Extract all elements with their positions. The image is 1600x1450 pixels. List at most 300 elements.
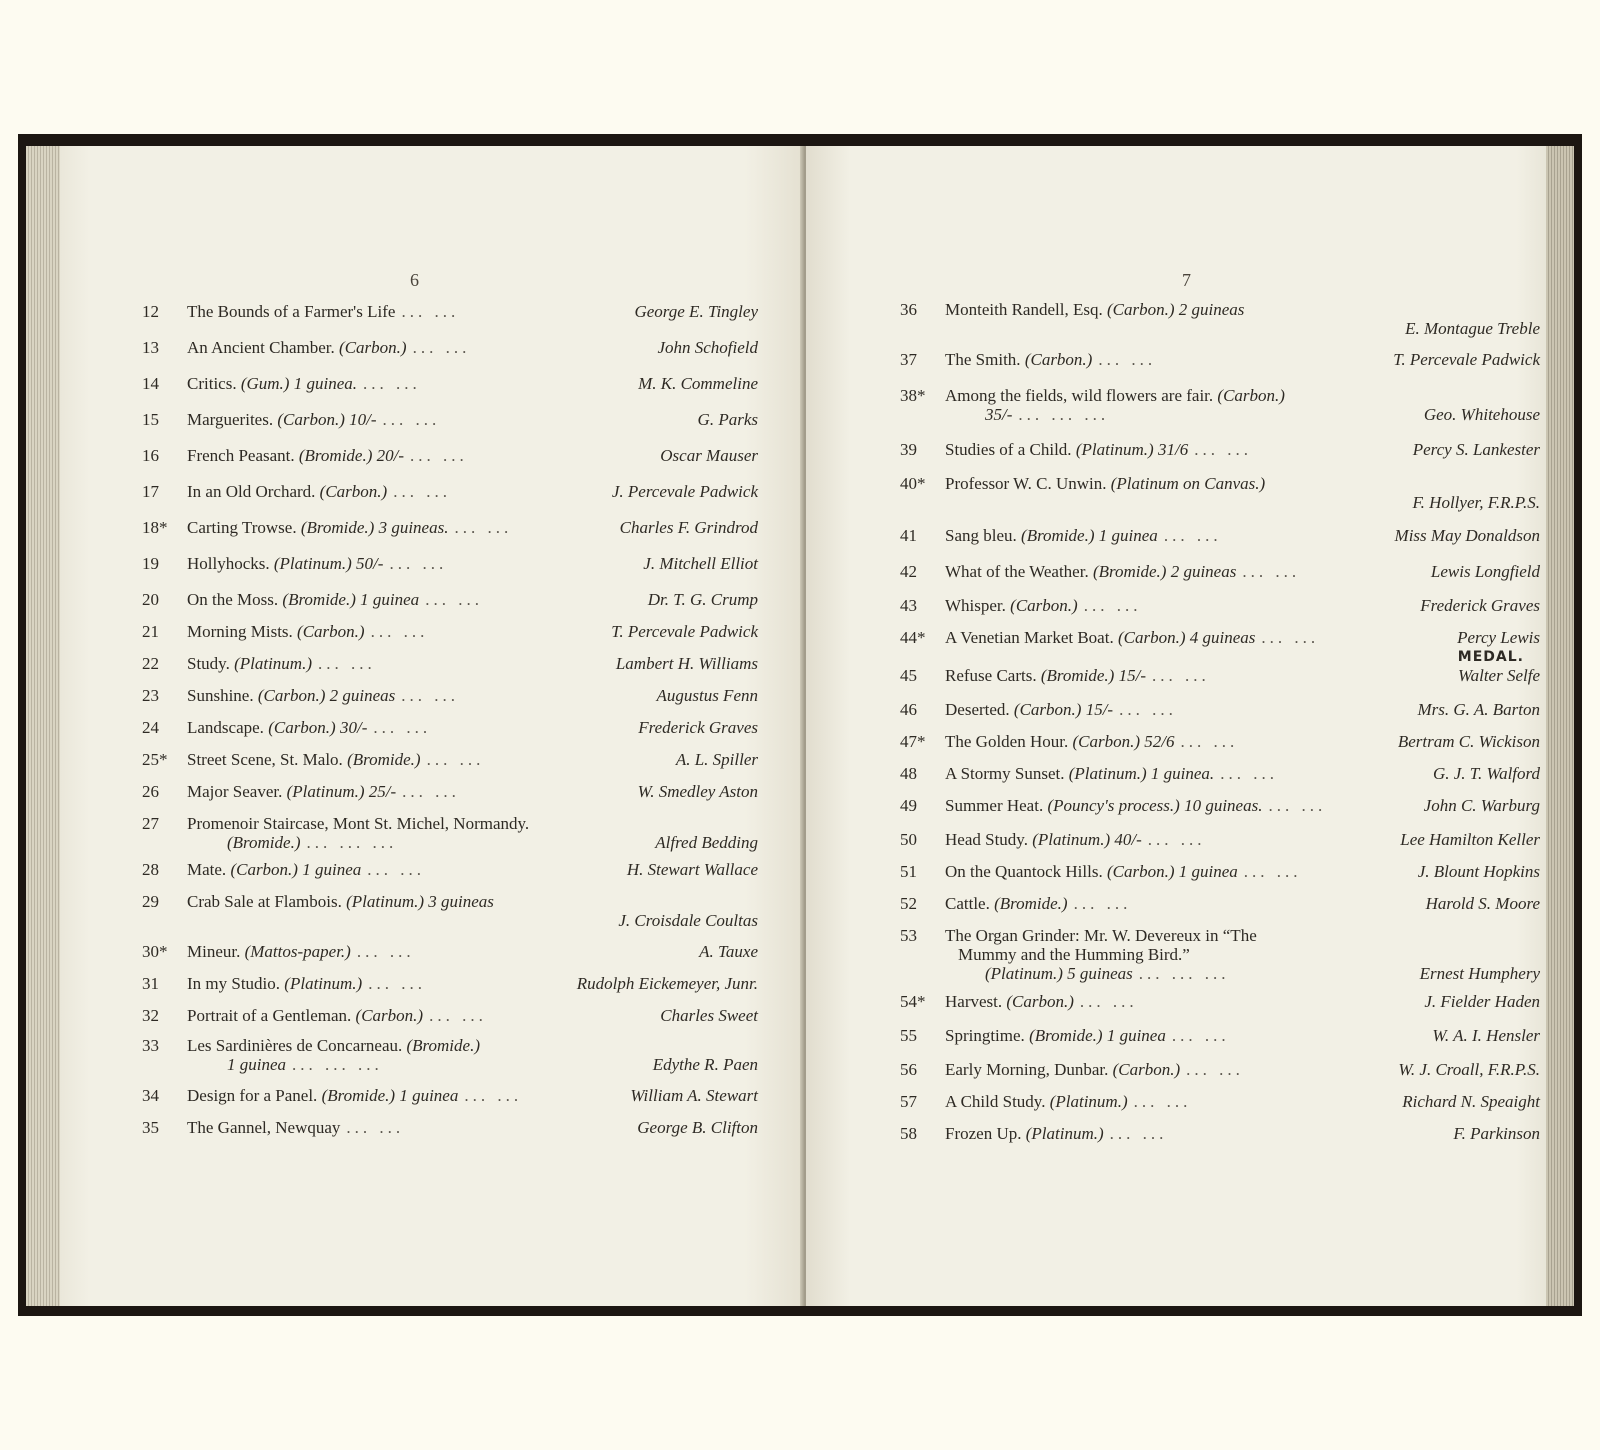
entry-price: 35/- (985, 405, 1013, 424)
entry-line (187, 482, 758, 501)
entry-price: 40/- (1114, 830, 1142, 849)
catalogue-entry (142, 782, 758, 801)
entry-medium: (Carbon.) (1006, 992, 1074, 1011)
entry-title: Mate. (187, 860, 227, 879)
entry-artist: F. Parkinson (1453, 1124, 1540, 1143)
entry-medium: (Carbon.) (1117, 628, 1186, 647)
entry-line (945, 830, 1540, 849)
medal-label: MEDAL. (1457, 649, 1524, 665)
catalogue-entry (900, 1124, 1540, 1143)
entry-price: 1 guinea (1178, 862, 1238, 881)
catalogue-entry (142, 622, 758, 641)
entry-number: 47* (900, 732, 926, 751)
entry-artist: F. Hollyer, F.R.P.S. (1412, 493, 1540, 512)
entry-artist: Percy S. Lankester (1412, 440, 1540, 459)
entry-artist: G. Parks (697, 410, 758, 429)
entry-line (187, 892, 758, 911)
entry-artist: G. J. T. Walford (1432, 764, 1540, 783)
leader-dots: ... ... (426, 750, 485, 769)
entry-artist: Lee Hamilton Keller (1400, 830, 1540, 849)
entry-line (945, 862, 1540, 881)
entry-number: 50 (900, 830, 917, 849)
leader-dots: ... ... (382, 410, 441, 429)
entry-line (945, 732, 1540, 751)
entry-medium: (Bromide.) (1021, 526, 1095, 545)
entry-medium: (Platinum.) (1068, 764, 1147, 783)
entry-price: 5 guineas (1067, 964, 1133, 983)
entry-number: 39 (900, 440, 917, 459)
entry-medium: (Carbon.) (1112, 1060, 1181, 1079)
entry-medium: (Bromide.) (347, 750, 421, 769)
entry-artist: Alfred Bedding (655, 833, 758, 852)
catalogue-entry (142, 482, 758, 501)
catalogue-entry (142, 814, 758, 852)
entry-artist: W. J. Croall, F.R.P.S. (1398, 1060, 1540, 1079)
catalogue-entry (142, 892, 758, 930)
entry-line (945, 440, 1540, 459)
entry-title: The Smith. (945, 350, 1021, 369)
entry-price: 1 guinea (360, 590, 420, 609)
page-number: 6 (410, 270, 419, 290)
entry-line (187, 518, 758, 537)
catalogue-entry (142, 338, 758, 357)
catalogue-entry (900, 1026, 1540, 1045)
entry-price: 25/- (368, 782, 397, 801)
leader-dots: ... ... (1119, 700, 1177, 719)
entry-medium: (Platinum on Canvas.) (1110, 474, 1266, 493)
leader-dots: ... ... (1220, 764, 1278, 783)
catalogue-entry (142, 974, 758, 993)
leader-dots: ... ... (1147, 830, 1206, 849)
entry-title: Critics. (187, 374, 237, 393)
entry-line (187, 622, 758, 641)
entry-artist: Bertram C. Wickison (1397, 732, 1540, 751)
entry-artist: William A. Stewart (630, 1086, 758, 1105)
entry-number: 29 (142, 892, 159, 911)
entry-price: 1 guinea (227, 1055, 287, 1074)
entry-artist: Charles Sweet (660, 1006, 758, 1025)
catalogue-entry (900, 526, 1540, 545)
leader-dots: ... ... (425, 590, 483, 609)
catalogue-entry (142, 1006, 758, 1025)
entry-title: Major Seaver. (187, 782, 283, 801)
leader-dots: ... ... ... (1018, 405, 1110, 424)
leader-dots: ... ... (1243, 862, 1302, 881)
entry-title: Promenoir Staircase, Mont St. Michel, Normandy. (187, 814, 530, 833)
entry-title: Crab Sale at Flambois. (187, 892, 342, 911)
entry-number: 27 (142, 814, 159, 833)
entry-medium: (Platinum.) (1032, 830, 1111, 849)
entry-line (985, 405, 1540, 424)
entry-line (187, 814, 758, 833)
entry-number: 22 (142, 654, 159, 673)
leader-dots: ... ... (1098, 350, 1157, 369)
entry-line (187, 302, 758, 321)
entry-number: 40* (900, 474, 926, 493)
entry-number: 36 (900, 300, 917, 319)
catalogue-entry (142, 654, 758, 673)
entry-line (945, 628, 1540, 647)
entry-medium: (Bromide.) (300, 518, 375, 537)
entry-medium: (Carbon.) (297, 622, 365, 641)
entry-number: 46 (900, 700, 917, 719)
entry-line (945, 526, 1540, 545)
entry-line (187, 374, 758, 393)
leader-dots: ... ... (454, 518, 513, 537)
entry-title: Whisper. (945, 596, 1006, 615)
entry-artist: Richard N. Speaight (1402, 1092, 1540, 1111)
entry-line (945, 764, 1540, 783)
right-page (806, 146, 1546, 1306)
catalogue-entry (142, 686, 758, 705)
entry-line (945, 796, 1540, 815)
entry-price: 1 guinea (1106, 1026, 1166, 1045)
catalogue-entry (900, 666, 1540, 685)
entry-number: 15 (142, 410, 159, 429)
entry-number: 24 (142, 718, 159, 737)
entry-title: On the Moss. (187, 590, 279, 609)
entry-number: 28 (142, 860, 159, 879)
entry-line (187, 860, 758, 879)
entry-medium: (Platinum.) (234, 654, 312, 673)
leader-dots: ... ... (368, 974, 426, 993)
entry-artist: Geo. Whitehouse (1423, 405, 1540, 424)
catalogue-entry (900, 796, 1540, 815)
entry-title: A Stormy Sunset. (945, 764, 1065, 783)
entry-number: 33 (142, 1036, 159, 1055)
entry-medium: (Carbon.) (355, 1006, 424, 1025)
entry-medium: (Platinum.) (1075, 440, 1154, 459)
entry-artist: Rudolph Eickemeyer, Junr. (576, 974, 758, 993)
entry-artist: H. Stewart Wallace (626, 860, 758, 879)
entry-number: 17 (142, 482, 159, 501)
catalogue-entry (142, 554, 758, 573)
entry-medium: (Platinum.) (346, 892, 425, 911)
entry-title: Harvest. (945, 992, 1003, 1011)
page-number: 7 (1182, 270, 1191, 290)
entry-medium: (Carbon.) (319, 482, 388, 501)
entry-line (945, 596, 1540, 615)
entry-title: Monteith Randell, Esq. (945, 300, 1103, 319)
entry-artist: A. L. Spiller (675, 750, 758, 769)
entry-artist: Oscar Mauser (660, 446, 758, 465)
entry-number: 32 (142, 1006, 159, 1025)
entry-line (187, 686, 758, 705)
entry-artist: A. Tauxe (699, 942, 758, 961)
entry-number: 20 (142, 590, 159, 609)
leader-dots: ... ... (1151, 666, 1210, 685)
entry-price: 1 guinea (399, 1086, 459, 1105)
entry-line (187, 590, 758, 609)
leader-dots: ... ... (1083, 596, 1142, 615)
leader-dots: ... ... (410, 446, 468, 465)
catalogue-entry (142, 410, 758, 429)
entry-number: 49 (900, 796, 917, 815)
entry-title: Street Scene, St. Malo. (187, 750, 343, 769)
entry-medium: (Bromide.) (1040, 666, 1115, 685)
leader-dots: ... ... (1073, 894, 1132, 913)
leader-dots: ... ... ... (292, 1055, 383, 1074)
entry-number: 30* (142, 942, 168, 961)
entry-title: Refuse Carts. (945, 666, 1037, 685)
entry-line (187, 942, 758, 961)
entry-medium: (Bromide.) (298, 446, 373, 465)
entry-title: The Organ Grinder: Mr. W. Devereux in “The (945, 926, 1257, 945)
entry-artist: Ernest Humphery (1419, 964, 1540, 983)
entry-title: The Gannel, Newquay (187, 1118, 341, 1137)
entry-medium: (Platinum.) (985, 964, 1063, 983)
entry-line (945, 474, 1540, 493)
entry-artist: J. Percevale Padwick (611, 482, 758, 501)
catalogue-entry (142, 302, 758, 321)
entry-title: The Bounds of a Farmer's Life (187, 302, 396, 321)
entry-price: 1 guinea (1098, 526, 1158, 545)
entry-price: 15/- (1118, 666, 1146, 685)
catalogue-entry (900, 862, 1540, 881)
entry-number: 14 (142, 374, 159, 393)
leader-dots: ... ... (1268, 796, 1327, 815)
catalogue-entry (142, 590, 758, 609)
entry-line (227, 1055, 758, 1074)
entry-artist: George E. Tingley (634, 302, 758, 321)
entry-artist: Harold S. Moore (1425, 894, 1540, 913)
entry-artist: John Schofield (657, 338, 758, 357)
entry-number: 18* (142, 518, 168, 537)
entry-title: Professor W. C. Unwin. (945, 474, 1107, 493)
entry-medium: (Carbon.) (1106, 300, 1175, 319)
entry-price: 3 guineas (428, 892, 494, 911)
entry-artist: Lewis Longfield (1430, 562, 1540, 581)
entry-number: 34 (142, 1086, 159, 1105)
entry-number: 52 (900, 894, 917, 913)
leader-dots: ... ... (401, 302, 460, 321)
entry-medium: (Bromide.) (227, 833, 301, 852)
catalogue-entry (900, 386, 1540, 424)
entry-price: 1 guinea (302, 860, 362, 879)
catalogue-entry (142, 446, 758, 465)
entry-number: 35 (142, 1118, 159, 1137)
entry-line (945, 300, 1540, 319)
entry-title: Hollyhocks. (187, 554, 270, 573)
entry-number: 57 (900, 1092, 917, 1111)
leader-dots: ... ... (393, 482, 451, 501)
entry-number: 25* (142, 750, 168, 769)
entry-artist: Edythe R. Paen (652, 1055, 758, 1074)
entry-number: 21 (142, 622, 159, 641)
entry-medium: (Platinum.) (1049, 1092, 1128, 1111)
entry-number: 23 (142, 686, 159, 705)
entry-line (187, 654, 758, 673)
entry-medium: (Bromide.) (282, 590, 356, 609)
leader-dots: ... ... (389, 554, 448, 573)
entry-number: 45 (900, 666, 917, 685)
catalogue-entry (900, 764, 1540, 783)
entry-line (945, 350, 1540, 369)
catalogue-entry (900, 992, 1540, 1011)
leader-dots: ... ... (370, 622, 429, 641)
entry-price: 3 guineas. (378, 518, 449, 537)
entry-medium: (Carbon.) (257, 686, 326, 705)
catalogue-entry (142, 1118, 758, 1137)
entry-line (945, 926, 1540, 945)
entry-line (187, 554, 758, 573)
entry-number: 43 (900, 596, 917, 615)
catalogue-entry (900, 628, 1540, 665)
entry-artist: Miss May Donaldson (1394, 526, 1540, 545)
catalogue-entry (900, 894, 1540, 913)
leader-dots: ... ... (464, 1086, 523, 1105)
entry-price: 10/- (349, 410, 377, 429)
entry-medium: (Carbon.) (230, 860, 298, 879)
entry-number: 41 (900, 526, 917, 545)
entry-artist: Frederick Graves (1420, 596, 1540, 615)
entry-artist: T. Percevale Padwick (611, 622, 758, 641)
entry-price: 30/- (339, 718, 368, 737)
entry-price: 4 guineas (1189, 628, 1256, 647)
entry-artist: Mrs. G. A. Barton (1417, 700, 1540, 719)
entry-title: Landscape. (187, 718, 264, 737)
entry-title: Early Morning, Dunbar. (945, 1060, 1109, 1079)
entry-medium: (Carbon.) (277, 410, 345, 429)
entry-title: Morning Mists. (187, 622, 293, 641)
leader-dots: ... ... (1186, 1060, 1244, 1079)
entry-title: Head Study. (945, 830, 1028, 849)
catalogue-entry (900, 440, 1540, 459)
entry-number: 53 (900, 926, 917, 945)
entry-title: Cattle. (945, 894, 990, 913)
entry-artist: George B. Clifton (637, 1118, 758, 1137)
entry-line (945, 1060, 1540, 1079)
entry-title: Summer Heat. (945, 796, 1044, 815)
entry-line (187, 1006, 758, 1025)
entry-line (945, 1092, 1540, 1111)
catalogue-entry (900, 1060, 1540, 1079)
catalogue-entry (142, 1086, 758, 1105)
entry-medium: (Pouncy's process.) (1047, 796, 1180, 815)
catalogue-entry (900, 1092, 1540, 1111)
entry-price: 1 guinea. (1150, 764, 1215, 783)
entry-number: 56 (900, 1060, 917, 1079)
entry-number: 58 (900, 1124, 917, 1143)
entry-medium: (Bromide.) (1092, 562, 1167, 581)
entry-title: Marguerites. (187, 410, 274, 429)
entry-price: 20/- (376, 446, 405, 465)
entry-artist: J. Fielder Haden (1424, 992, 1540, 1011)
catalogue-entry (900, 700, 1540, 719)
catalogue-entry (142, 374, 758, 393)
entry-title: Portrait of a Gentleman. (187, 1006, 352, 1025)
leader-dots: ... ... (402, 782, 460, 801)
catalogue-entry (900, 732, 1540, 751)
entry-title: The Golden Hour. (945, 732, 1069, 751)
entry-title: On the Quantock Hills. (945, 862, 1103, 881)
entry-number: 48 (900, 764, 917, 783)
entry-price: 2 guineas (329, 686, 396, 705)
entry-number: 37 (900, 350, 917, 369)
entry-number: 54* (900, 992, 926, 1011)
entry-title: Les Sardinières de Concarneau. (187, 1036, 403, 1055)
entry-number: 26 (142, 782, 159, 801)
entry-price: 1 guinea. (293, 374, 358, 393)
leader-dots: ... ... (1242, 562, 1301, 581)
leader-dots: ... ... (1109, 1124, 1168, 1143)
entry-artist: Walter Selfe (1458, 666, 1540, 685)
catalogue-entry (900, 596, 1540, 615)
leader-dots: ... ... ... (1138, 964, 1230, 983)
entry-price: 31/6 (1157, 440, 1189, 459)
leader-dots: ... ... (346, 1118, 405, 1137)
leader-dots: ... ... (401, 686, 460, 705)
entry-title: What of the Weather. (945, 562, 1089, 581)
entry-line (187, 974, 758, 993)
entry-number: 16 (142, 446, 159, 465)
leader-dots: ... ... (317, 654, 376, 673)
catalogue-entry (900, 300, 1540, 338)
entry-artist: Percy Lewis (1457, 628, 1540, 647)
entry-number: 31 (142, 974, 159, 993)
entry-price: 10 guineas. (1184, 796, 1263, 815)
entry-line (985, 964, 1540, 983)
leader-dots: ... ... (412, 338, 471, 357)
entry-number: 19 (142, 554, 159, 573)
entry-artist: J. Croisdale Coultas (618, 911, 758, 930)
leader-dots: ... ... (1133, 1092, 1192, 1111)
leader-dots: ... ... (356, 942, 415, 961)
entry-medium: (Platinum.) (286, 782, 365, 801)
entry-line (187, 338, 758, 357)
leader-dots: ... ... (1194, 440, 1252, 459)
entry-artist: Augustus Fenn (656, 686, 758, 705)
entry-medium: (Carbon.) (1106, 862, 1175, 881)
entry-medium: (Carbon.) (1217, 386, 1285, 405)
entry-title: Sunshine. (187, 686, 254, 705)
catalogue-entry (142, 750, 758, 769)
entry-medium: (Platinum.) (1025, 1124, 1104, 1143)
entry-artist: Charles F. Grindrod (619, 518, 758, 537)
entry-number: 12 (142, 302, 159, 321)
entry-title: French Peasant. (187, 446, 295, 465)
entry-medium: (Bromide.) (1029, 1026, 1103, 1045)
entry-number: 42 (900, 562, 917, 581)
entry-medium: (Carbon.) (1010, 596, 1078, 615)
entry-line (187, 750, 758, 769)
entry-number: 55 (900, 1026, 917, 1045)
entry-line (945, 1124, 1540, 1143)
entry-line (945, 700, 1540, 719)
entry-title: Mineur. (187, 942, 241, 961)
entry-medium: (Carbon.) (268, 718, 336, 737)
leader-dots: ... ... (1180, 732, 1239, 751)
entry-title-continued: Mummy and the Humming Bird.” (958, 945, 1190, 964)
entry-number: 44* (900, 628, 926, 647)
leader-dots: ... ... ... (306, 833, 398, 852)
entry-medium: (Platinum.) (284, 974, 363, 993)
entry-medium: (Mattos-paper.) (244, 942, 351, 961)
leader-dots: ... ... (429, 1006, 487, 1025)
catalogue-entry (900, 474, 1540, 512)
left-page (60, 146, 804, 1306)
entry-price: 15/- (1085, 700, 1114, 719)
entry-number: 51 (900, 862, 917, 881)
entry-line (187, 1118, 758, 1137)
entry-artist: J. Mitchell Elliot (643, 554, 758, 573)
leader-dots: ... ... (1163, 526, 1222, 545)
entry-artist: Dr. T. G. Crump (647, 590, 758, 609)
leader-dots: ... ... (367, 860, 425, 879)
entry-title: In my Studio. (187, 974, 281, 993)
entry-title: In an Old Orchard. (187, 482, 316, 501)
entry-title: Deserted. (945, 700, 1010, 719)
